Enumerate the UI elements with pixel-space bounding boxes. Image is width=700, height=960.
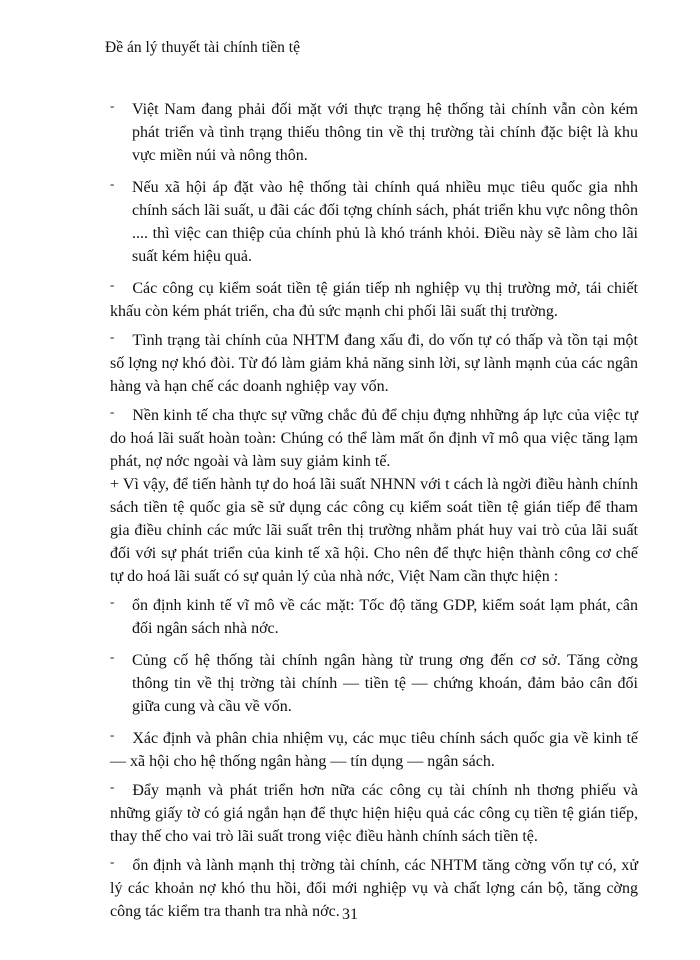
bullet-marker: - [110,649,115,664]
paragraph-text: Nền kinh tế cha thực sự vững chắc đủ để chịu đựng nhhững áp lực của việc tự do hoá lãi suất hoàn toàn: Chúng có thể làm mất ổn định vĩ mô qua việc tăng lạm phát, nợ nớc ngoài và làm suy giảm kinh tế. [110,407,638,470]
bullet-list-constraints [110,98,638,268]
list-item-text: Việt Nam đang phải đối mặt với thực trạng hệ thống tài chính vẫn còn kém phát triển và tình trạng thiếu thông tin về thị trường tài chính đặc biệt là khu vực miền núi và nông thôn. [132,101,638,164]
bullet-marker: - [110,404,115,419]
page-number: 31 [342,906,358,923]
dash-paragraph [110,277,638,323]
bullet-marker: - [110,176,115,191]
paragraph-text: Đẩy mạnh và phát triển hơn nữa các công cụ tài chính nh thơng phiếu và những giấy tờ có giá ngắn hạn để thực hiện hiệu quả các công cụ tiền tệ gián tiếp, thay thế cho vai trò lãi suất trong việc điều hành chính sách tiền tệ. [110,782,638,845]
bullet-marker: - [110,277,115,292]
paragraph-text: Xác định và phân chia nhiệm vụ, các mục tiêu chính sách quốc gia về kinh tế — xã hội cho hệ thống ngân hàng — tín dụng — ngân sách. [110,730,638,770]
running-header: Đề án lý thuyết tài chính tiền tệ [105,39,300,56]
list-item [110,176,638,268]
bullet-marker: - [110,329,115,344]
bullet-marker: - [110,594,115,609]
paragraph-text: Các công cụ kiểm soát tiền tệ gián tiếp nh nghiệp vụ thị trường mở, tái chiết khấu còn kém phát triển, cha đủ sức mạnh chi phối lãi suất thị trường. [110,280,638,320]
list-item-text: ổn định kinh tế vĩ mô về các mặt: Tốc độ tăng GDP, kiểm soát lạm phát, cân đối ngân sách nhà nớc. [132,597,638,637]
paragraph-text: Tình trạng tài chính của NHTM đang xấu đi, do vốn tự có thấp và tồn tại một số lợng nợ khó đòi. Từ đó làm giảm khả năng sinh lời, sự lành mạnh của các ngân hàng và hạn chế các doanh nghiệp vay vốn. [110,332,638,395]
page-body [110,98,638,923]
bullet-marker: - [110,779,115,794]
dash-paragraph [110,727,638,773]
dash-paragraph [110,329,638,398]
dash-paragraph [110,404,638,473]
dash-paragraph [110,779,638,848]
bullet-list-requirements [110,594,638,718]
list-item-text: Nếu xã hội áp đặt vào hệ thống tài chính quá nhiều mục tiêu quốc gia nhh chính sách lãi suất, u đãi các đối tợng chính sách, phát triển khu vực nông thôn .... thì việc can thiệp của chính phủ là khó tránh khỏi. Điều này sẽ làm cho lãi suất kém hiệu quả. [132,179,638,265]
list-item [110,649,638,718]
list-item-text: Củng cố hệ thống tài chính ngân hàng từ trung ơng đến cơ sở. Tăng cờng thông tin về thị trờng tài chính — tiền tệ — chứng khoán, đảm bảo cân đối giữa cung và cầu về vốn. [132,652,638,715]
bullet-marker: - [110,98,115,113]
bullet-marker: - [110,727,115,742]
paragraph-text: ổn định và lành mạnh thị trờng tài chính, các NHTM tăng cờng vốn tự có, xử lý các khoản nợ khó thu hồi, đổi mới nghiệp vụ và chất lợng cán bộ, tăng cờng công tác kiểm tra thanh tra nhà nớc. [110,857,638,920]
bullet-marker: - [110,854,115,869]
list-item [110,98,638,167]
body-paragraph: + Vì vậy, để tiến hành tự do hoá lãi suất NHNN với t cách là ngời điều hành chính sách tiền tệ quốc gia sẽ sử dụng các công cụ kiểm soát tiền tệ gián tiếp để tham gia điều chỉnh các mức lãi suất trên thị trường nhằm phát huy vai trò của lãi suất đối với sự phát triển của kinh tế xã hội. Cho nên để thực hiện thành công cơ chế tự do hoá lãi suất có sự quản lý của nhà nớc, Việt Nam cần thực hiện : [110,476,638,585]
list-item [110,594,638,640]
